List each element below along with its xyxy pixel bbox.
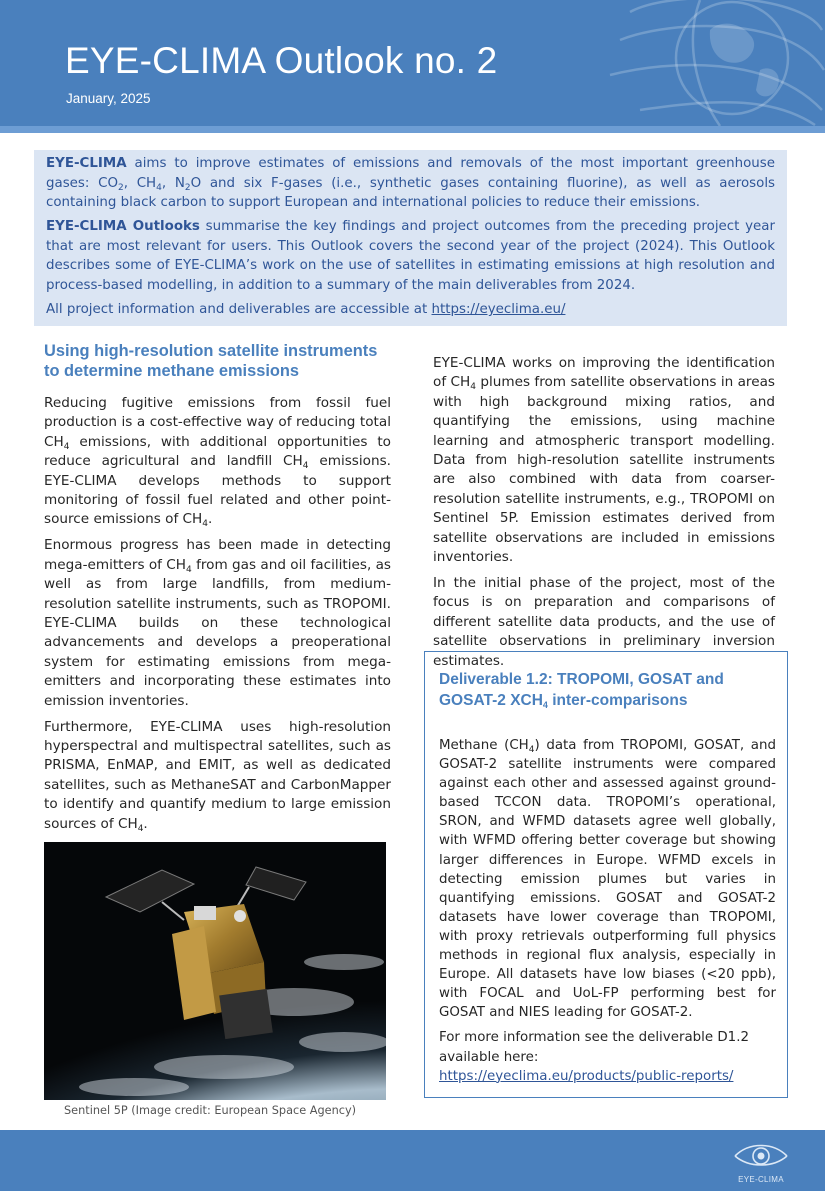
intro-box <box>34 150 787 326</box>
page-title: EYE-CLIMA Outlook no. 2 <box>65 40 498 81</box>
intro-paragraph-1: EYE-CLIMA aims to improve estimates of emissions and removals of the most important greenhouse gases: $CO_2$, $CH_4$, $N_2O$ and six F-gases (i.e., synthetic gases containing fluorine), as well as aerosols containing black carbon to support European and international policies to reduce their emissions. <box>46 156 776 211</box>
section-heading: Using high-resolution satellite instruments to determine methane emissions <box>44 342 378 380</box>
header-banner <box>0 0 825 126</box>
public-reports-link[interactable]: https://eyeclima.eu/products/public-reports/ <box>439 1068 734 1084</box>
photo-caption: Sentinel 5P (Image credit: European Space Agency) <box>64 1104 357 1117</box>
intro-paragraph-3: All project information and deliverables are accessible at https://eyeclima.eu/ <box>46 302 566 318</box>
issue-date: January, 2025 <box>66 91 151 106</box>
header-divider <box>0 126 825 133</box>
body-paragraph: Reducing fugitive emissions from fossil fuel production is a cost-effective way of reducing total $CH_4$ emissions, with additional opportunities to reduce agricultural and landfill $CH_4$ emissions. EYE-CLIMA develops methods to support monitoring of fossil fuel related and other point-source emissions of $CH_4$. <box>44 395 391 530</box>
body-paragraph: Enormous progress has been made in detecting mega-emitters of $CH_4$ from gas and oil facilities, as well as from large landfills, from medium-resolution satellite instruments, such as TROPOMI. EYE-CLIMA builds on these technological advancements and develops a preoperational system for estimating emissions from mega-emitters and incorporating these estimates into emission inventories. <box>44 537 392 709</box>
deliverable-body: Methane $(CH_4)$ data from TROPOMI, GOSAT, and GOSAT-2 satellite instruments were compared against each other and assessed against ground-based TCCON data. TROPOMI’s operational, SRON, and WFMD datasets agree well globally, with WFMD offering better coverage but showing larger differences in Europe. WFMD excels in detecting emission plumes but varies in quantifying emissions. GOSAT and GOSAT-2 datasets have lower coverage than TROPOMI, with proxy retrievals outperforming full physics methods in regional flux analysis, especially in Europe. All datasets have low biases (<20 ppb), with FOCAL and UoL-FP performing best for GOSAT and NIES leading for GOSAT-2. <box>439 738 776 1021</box>
satellite-photo <box>44 842 386 1100</box>
footer-bar <box>0 1130 825 1191</box>
outlooks-label: EYE-CLIMA Outlooks <box>46 219 200 235</box>
body-paragraph: Furthermore, EYE-CLIMA uses high-resolution hyperspectral and multispectral satellites, such as PRISMA, EnMAP, and EMIT, as well as dedicated satellites, such as MethaneSAT and CarbonMapper to identify and quantify medium to large emission sources of $CH_4$. <box>44 718 391 834</box>
sentinel-5p-image <box>44 842 386 1100</box>
globe-icon <box>600 0 825 126</box>
body-paragraph: In the initial phase of the project, most of the focus is on preparation and comparisons of different satellite data products, and the use of satellite observations in preliminary inversion estimates. <box>433 574 775 669</box>
project-website-link[interactable]: https://eyeclima.eu/ <box>431 302 566 318</box>
right-column <box>433 354 775 678</box>
deliverable-more-info: For more information see the deliverable D1.2 available here: https://eyeclima.eu/products/public-reports/ <box>439 1030 749 1084</box>
body-paragraph: EYE-CLIMA works on improving the identification of $CH_4$ plumes from satellite observations in areas with high background mixing ratios, and quantifying the emissions, using machine learning and atmospheric transport modelling. Data from high-resolution satellite instruments are also combined with data from coarser-resolution satellite instruments, e.g., TROPOMI on Sentinel 5P. Emission estimates derived from satellite observations are included in emissions inventories. <box>433 355 775 566</box>
eye-clima-logo-icon <box>731 1138 791 1174</box>
project-name: EYE-CLIMA <box>46 156 127 171</box>
deliverable-box <box>424 651 788 1098</box>
footer-logo <box>731 1138 791 1184</box>
footer-logo-text: EYE-CLIMA <box>738 1175 784 1184</box>
left-column <box>44 341 391 840</box>
intro-paragraph-2: EYE-CLIMA Outlooks summarise the key findings and project outcomes from the preceding project year that are most relevant for users. This Outlook covers the second year of the project (2024). This Outlook describes some of EYE-CLIMA’s work on the use of satellites in estimating emissions at high resolution and process-based modelling, in addition to a summary of the main deliverables from 2024. <box>46 219 775 294</box>
deliverable-heading: Deliverable 1.2: TROPOMI, GOSAT and GOSAT-2 $XCH_4$ inter-comparisons <box>439 671 724 710</box>
